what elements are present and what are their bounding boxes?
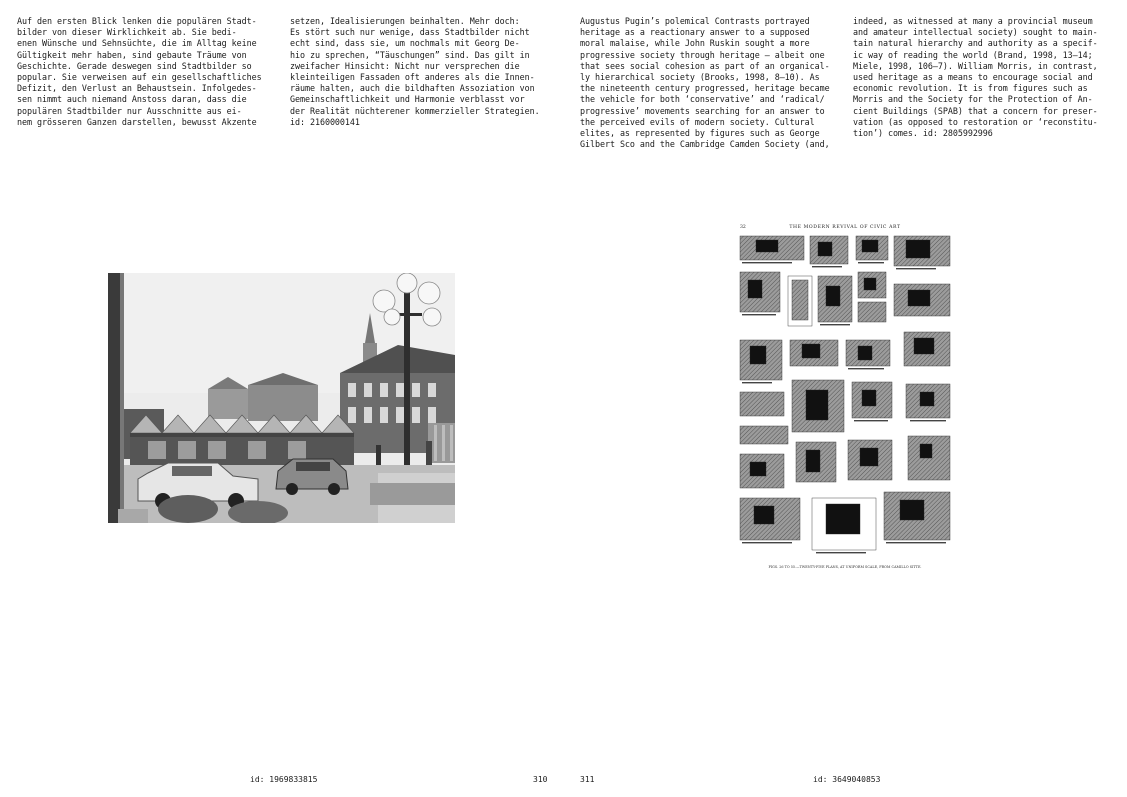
town-plans-plate [736,222,954,571]
left-page-number: 310 [533,775,548,784]
left-column-2: setzen, Idealisierungen beinhalten. Mehr doch: Es stört such nur wenige, dass Stadtbilder nicht echt sind, dass sie, um nochmals mit Georg De- hio zu sprechen, “Täuschungen” sind. Das gilt in zweifacher Hinsicht: Nicht nur versprechen die kleinteiligen Fassaden oft anderes als die Innen- räume halten, auch die bildhaften Assoziation von Gemeinschaftlichkeit und Harmonie verblasst vor der Realität nüchterener kommerzieller Strategien. id: 2160000141 [290,16,540,127]
right-column-2: indeed, as witnessed at many a provincial museum and amateur intellectual society) sought to main- tain natural hierarchy and authority as a specif- ic way of reading the world (Brand, 1998, 13–14; Miele, 1998, 106–7). William Morris, in contrast, used heritage as a means to encourage social and economic revolution. It is from figures such as Morris and the Society for the Protection of An- cient Buildings (SPAB) that a concern for preser- vation (as opposed to restoration or ‘reconstitu- tion’) comes. id: 2805992996 [853,16,1098,139]
street-photo [108,273,455,523]
right-column-1: Augustus Pugin’s polemical Contrasts portrayed heritage as a reactionary answer to a supposed moral malaise, while John Ruskin sought a more progressive society through heritage – albeit one that sees social cohesion as part of an organical- ly hierarchical society (Brooks, 1998, 8–10). As the nineteenth century progressed, heritage became the vehicle for both ‘conservative’ and ‘radical/ progressive’ movements searching for an answer to the perceived evils of modern society. Cultural elites, as represented by figures such as George Gilbert Sco and the Cambridge Camden Society (and, [580,16,830,150]
plans-grid [736,222,954,571]
right-footer-id: id: 3649040853 [813,775,881,784]
left-column-1: Auf den ersten Blick lenken die populären Stadt- bilder von dieser Wirklichkeit ab. Sie bedi- enen Wünsche und Sehnsüchte, die im Alltag keine Gültigkeit mehr haben, sind gebaute Träume von Geschichte. Gerade deswegen sind Stadtbilder so popular. Sie verweisen auf ein gesellschaftliches Defizit, den Verlust an Behaustsein. Infolgedes- sen nimmt auch niemand Anstoss daran, dass die populären Stadtbilder nur Ausschnitte aus ei- nem grösseren Ganzen darstellen, bewusst Akzente [17,16,262,127]
plate-page-number: 32 [740,225,746,230]
left-footer-id: id: 1969833815 [250,775,318,784]
plate-header: THE MODERN REVIVAL OF CIVIC ART [789,225,901,230]
plate-caption: FIGS. 26 TO 55.—TWENTY-FIVE PLANS, AT UNIFORM SCALE, FROM CAMILLO SITTE. [768,565,922,569]
right-page-number: 311 [580,775,595,784]
